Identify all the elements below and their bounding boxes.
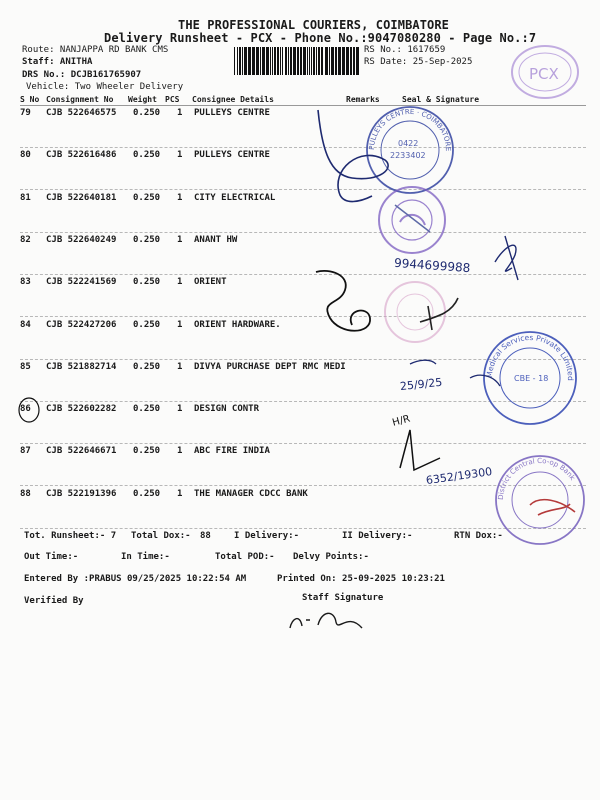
row-weight: 0.250: [133, 150, 161, 160]
row-consignment-no: CJB 522646575: [46, 108, 117, 118]
signature-rows-83-84: [316, 271, 370, 331]
row-pcs: 1: [177, 362, 183, 372]
col-sno: S No: [20, 95, 40, 104]
signature-row-87: [400, 430, 440, 470]
row-weight: 0.250: [133, 404, 161, 414]
row-sno: 81: [20, 193, 31, 203]
row-consignee: CITY ELECTRICAL: [194, 193, 276, 203]
pcx-stamp-text: PCX: [529, 65, 559, 83]
row-sno: 79: [20, 108, 31, 118]
col-remarks: Remarks: [346, 95, 380, 104]
total-dox-label: Total Dox:-: [131, 531, 191, 541]
pulleys-phone-1: 0422: [398, 139, 419, 148]
i-delivery: I Delivery:-: [234, 531, 300, 541]
row-weight: 0.250: [133, 235, 161, 245]
in-time: In Time:-: [121, 552, 170, 562]
row-sno: 85: [20, 362, 31, 372]
ii-delivery: II Delivery:-: [342, 531, 413, 541]
row-consignment-no: CJB 522646671: [46, 446, 117, 456]
verified-by: Verified By: [24, 596, 84, 606]
handwritten-date-85: 25/9/25: [399, 375, 443, 394]
row-pcs: 1: [177, 320, 183, 330]
row-weight: 0.250: [133, 446, 161, 456]
row-consignment-no: CJB 522640249: [46, 235, 117, 245]
row-consignment-no: CJB 522616486: [46, 150, 117, 160]
col-consignment: Consignment No: [46, 95, 114, 104]
row-pcs: 1: [177, 235, 183, 245]
staff-label: Staff: ANITHA: [22, 57, 93, 67]
row-pcs: 1: [177, 446, 183, 456]
row-sno: 82: [20, 235, 31, 245]
handwritten-phone-87: 6352/19300: [425, 464, 494, 488]
rtn-dox: RTN Dox:-: [454, 531, 503, 541]
city-electrical-stamp: [379, 187, 445, 253]
row-weight: 0.250: [133, 320, 161, 330]
row-consignment-no: CJB 522241569: [46, 277, 117, 287]
pulleys-phone-2: 2233402: [390, 151, 426, 160]
row-pcs: 1: [177, 193, 183, 203]
pulleys-centre-stamp: [367, 107, 453, 193]
row-sno: 86: [20, 404, 31, 414]
rs-number: RS No.: 1617659: [364, 45, 446, 55]
medical-center-text: CBE - 18: [514, 374, 549, 383]
row-consignee: PULLEYS CENTRE: [194, 108, 270, 118]
entered-by: Entered By :PRABUS 09/25/2025 10:22:54 AM: [24, 574, 247, 584]
staff-signature-mark: [290, 613, 362, 628]
row-sno: 83: [20, 277, 31, 287]
row-sno: 80: [20, 150, 31, 160]
orient-hardware-stamp: [385, 282, 445, 342]
tot-runsheet: Tot. Runsheet:- 7: [24, 531, 117, 541]
row-consignment-no: CJB 522602282: [46, 404, 117, 414]
printed-on: Printed On: 25-09-2025 10:23:21: [277, 574, 445, 584]
row-consignee: DIVYA PURCHASE DEPT RMC MEDI: [194, 362, 346, 372]
pcx-stamp: [512, 46, 578, 98]
district-ring-text: District Central Co-op Bank: [496, 456, 577, 501]
handwritten-phone-82: 9944699988: [393, 255, 471, 276]
total-dox-value: 88: [200, 531, 211, 541]
row-weight: 0.250: [133, 489, 161, 499]
row-consignment-no: CJB 522191396: [46, 489, 117, 499]
rs-date: RS Date: 25-Sep-2025: [364, 57, 473, 67]
vehicle-label: Vehicle: Two Wheeler Delivery: [26, 82, 184, 92]
medical-services-stamp: [484, 332, 576, 424]
col-seal: Seal & Signature: [402, 95, 480, 104]
signature-row-84: [420, 298, 458, 330]
row-consignee: PULLEYS CENTRE: [194, 150, 270, 160]
row-consignee: ANANT HW: [194, 235, 238, 245]
row-consignee: DESIGN CONTR: [194, 404, 260, 414]
drs-number: DRS No.: DCJB161765907: [22, 70, 142, 80]
row-consignee: ABC FIRE INDIA: [194, 446, 270, 456]
row-weight: 0.250: [133, 277, 161, 287]
row-pcs: 1: [177, 489, 183, 499]
row-consignee: THE MANAGER CDCC BANK: [194, 489, 308, 499]
runsheet-subtitle: Delivery Runsheet - PCX - Phone No.:9047080280 - Page No.:7: [104, 31, 537, 45]
row-sno: 87: [20, 446, 31, 456]
row-pcs: 1: [177, 108, 183, 118]
row-weight: 0.250: [133, 362, 161, 372]
row-consignment-no: CJB 522427206: [46, 320, 117, 330]
staff-signature-label: Staff Signature: [302, 593, 384, 603]
col-weight: Weight: [128, 95, 157, 104]
row-consignment-no: CJB 521882714: [46, 362, 117, 372]
col-pcs: PCS: [165, 95, 180, 104]
row-pcs: 1: [177, 404, 183, 414]
total-pod: Total POD:-: [215, 552, 275, 562]
row-consignee: ORIENT HARDWARE.: [194, 320, 281, 330]
medical-ring-text: Medical Services Private Limited: [484, 332, 576, 381]
delvy-points: Delvy Points:-: [293, 552, 369, 562]
row-sno: 84: [20, 320, 31, 330]
route-label: Route: NANJAPPA RD BANK CMS: [22, 45, 169, 55]
row-weight: 0.250: [133, 108, 161, 118]
row-consignee: ORIENT: [194, 277, 227, 287]
row-consignment-no: CJB 522640181: [46, 193, 117, 203]
pulleys-ring-text: PULLEYS CENTRE · COIMBATORE: [367, 107, 453, 152]
circled-sno-86: [19, 398, 39, 422]
handwritten-remark-86: H/R: [391, 413, 412, 429]
signature-row-82: [495, 236, 518, 280]
company-title: THE PROFESSIONAL COURIERS, COIMBATORE: [178, 18, 450, 32]
row-weight: 0.250: [133, 193, 161, 203]
row-sno: 88: [20, 489, 31, 499]
col-consignee: Consignee Details: [192, 95, 274, 104]
out-time: Out Time:-: [24, 552, 79, 562]
row-pcs: 1: [177, 277, 183, 287]
row-pcs: 1: [177, 150, 183, 160]
